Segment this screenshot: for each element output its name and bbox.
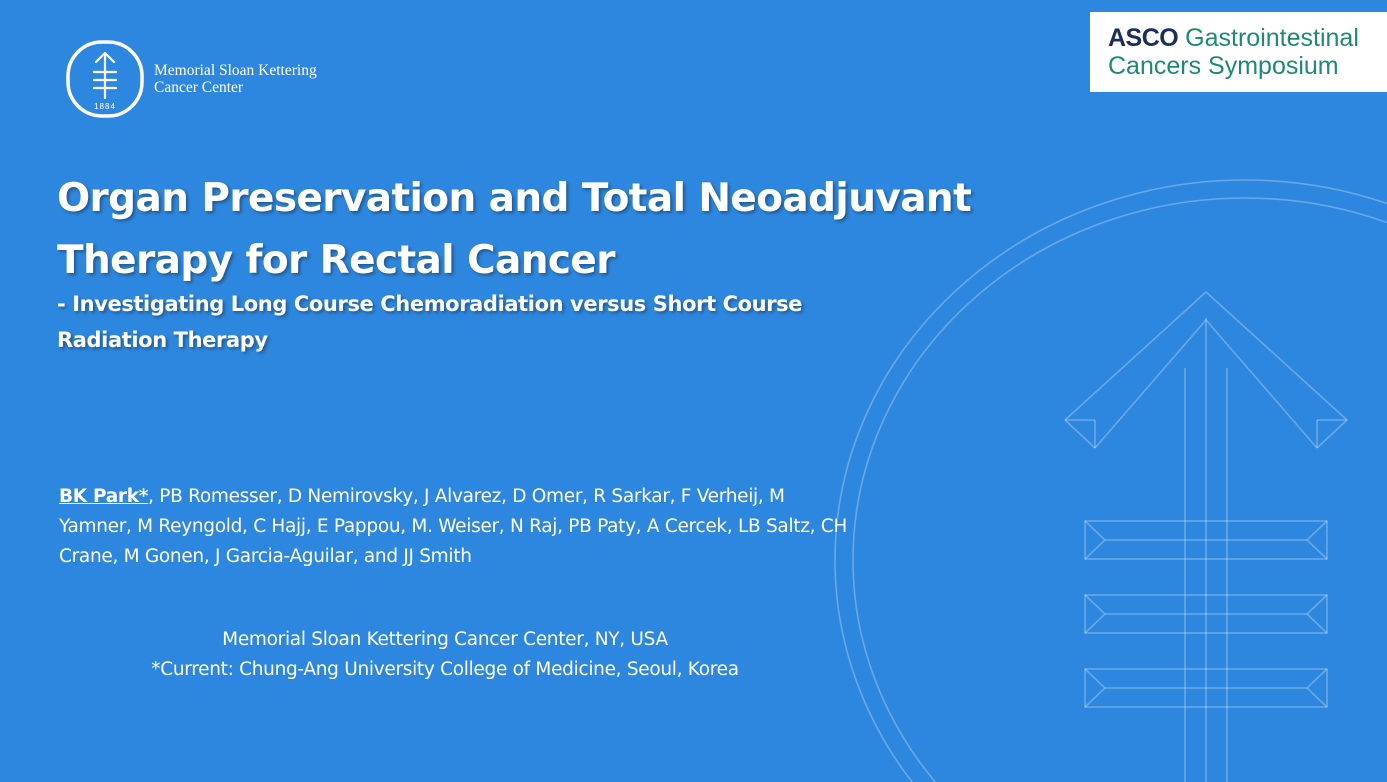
affiliation-line1: Memorial Sloan Kettering Cancer Center, NY, USA bbox=[222, 629, 668, 650]
subtitle-line1: - Investigating Long Course Chemoradiation versus Short Course bbox=[57, 292, 803, 316]
mskcc-emblem-icon bbox=[66, 40, 144, 118]
mskcc-name-line2: Cancer Center bbox=[154, 79, 244, 96]
asco-logo bbox=[1090, 12, 1387, 92]
mskcc-name bbox=[154, 62, 317, 96]
co-authors: , PB Romesser, D Nemirovsky, J Alvarez, D Omer, R Sarkar, F Verheij, M Yamner, M Reyngold, C Hajj, E Pappou, M. Weiser, N Raj, PB Paty, A Cercek, LB Saltz, CH Crane, M Gonen, J Garcia-Aguilar, and JJ Smith bbox=[59, 486, 848, 567]
asco-line1 bbox=[1108, 24, 1387, 52]
presenter-name: BK Park* bbox=[59, 486, 149, 507]
mskcc-name-line1: Memorial Sloan Kettering bbox=[154, 62, 317, 79]
affiliations bbox=[60, 625, 830, 685]
title-line1: Organ Preservation and Total Neoadjuvant bbox=[57, 176, 972, 221]
affiliation-line2: *Current: Chung-Ang University College of Medicine, Seoul, Korea bbox=[151, 659, 739, 680]
slide-title bbox=[57, 168, 997, 292]
author-list bbox=[59, 482, 849, 572]
asco-line1-rest: Gastrointestinal bbox=[1178, 24, 1359, 52]
subtitle-line2: Radiation Therapy bbox=[57, 328, 268, 352]
asco-line2: Cancers Symposium bbox=[1108, 52, 1339, 80]
title-line2: Therapy for Rectal Cancer bbox=[57, 238, 615, 283]
mskcc-logo bbox=[66, 40, 366, 120]
mskcc-year: 1884 bbox=[94, 102, 116, 111]
asco-brand: ASCO bbox=[1108, 24, 1179, 52]
slide-subtitle bbox=[57, 286, 877, 358]
